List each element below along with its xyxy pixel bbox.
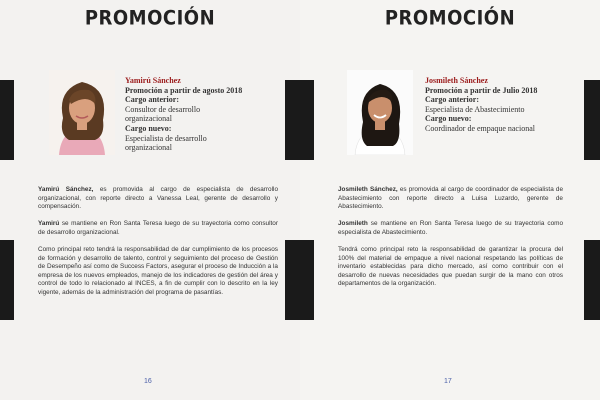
highlight-name: Josmileth xyxy=(338,220,368,228)
previous-role-label: Cargo anterior: xyxy=(425,95,479,105)
side-tab-right-top xyxy=(584,80,600,160)
page-heading-right: PROMOCIÓN xyxy=(384,6,516,31)
paragraph-1 xyxy=(38,186,278,212)
paragraph-3: Como principal reto tendrá la responsabilidad de dar cumplimiento de los procesos de formación y desarrollo de talento, control y seguimiento del proceso de Gestión de Desempeño así como de Success Factors, asegurar el proceso de Inducción a la empresa de los nuevos empleados, manejo de los indicadores de gestión del área y control de todo lo relacionado al INCES, a fin de cumplir con lo descrito en la ley vigente, además de la administración del programa de pasantías. xyxy=(38,245,278,296)
new-role: Coordinador de empaque nacional xyxy=(425,123,535,133)
highlight-name: Yamirú Sánchez, xyxy=(38,186,94,193)
previous-role: Especialista de Abastecimiento xyxy=(425,104,525,114)
page-number-right: 17 xyxy=(444,378,452,385)
highlight-name: Josmileth Sánchez, xyxy=(338,186,398,193)
side-tab-left-bottom xyxy=(0,240,14,320)
highlight-name: Yamirú xyxy=(38,220,60,228)
side-tab-inner-top xyxy=(300,80,314,160)
paragraph-text: se mantiene en Ron Santa Teresa luego de su trayectoria como especialista de Abastecimiento. xyxy=(338,220,563,236)
info-block-right xyxy=(425,76,585,134)
page-17 xyxy=(300,0,600,400)
article-body-left xyxy=(38,186,278,306)
page-heading-left: PROMOCIÓN xyxy=(84,6,216,31)
side-tab-center-bottom xyxy=(285,240,300,320)
promotion-date: Promoción a partir de agosto 2018 xyxy=(125,85,243,95)
info-block-left xyxy=(125,76,285,153)
paragraph-text: es promovida al cargo de coordinador de especialista de Abastecimiento con reporte directo a Luisa Luzardo, gerente de Abastecimiento. xyxy=(338,186,564,211)
paragraph-text: se mantiene en Ron Santa Teresa luego de su trayectoria como consultor de desarrollo organizacional. xyxy=(38,220,278,236)
previous-role: Consultor de desarrollo organizacional xyxy=(125,104,201,124)
page-number-left: 16 xyxy=(144,378,152,385)
new-role: Especialista de desarrollo organizacional xyxy=(125,133,207,153)
side-tab-left-top xyxy=(0,80,14,160)
side-tab-right-bottom xyxy=(584,240,600,320)
previous-role-label: Cargo anterior: xyxy=(125,95,179,105)
portrait-photo-yamiru xyxy=(49,70,115,155)
paragraph-2 xyxy=(38,220,278,237)
promotion-date: Promoción a partir de Julio 2018 xyxy=(425,85,538,95)
employee-name: Yamirú Sánchez xyxy=(125,76,181,85)
portrait-photo-josmileth xyxy=(347,70,413,155)
new-role-label: Cargo nuevo: xyxy=(425,114,472,124)
new-role-label: Cargo nuevo: xyxy=(125,123,172,133)
paragraph-1 xyxy=(338,186,563,212)
paragraph-2 xyxy=(338,220,563,237)
side-tab-inner-bottom xyxy=(300,240,314,320)
article-body-right xyxy=(338,186,563,297)
paragraph-3: Tendrá como principal reto la responsabilidad de garantizar la procura del 100% del material de empaque a nivel nacional respetando las políticas de inventario establecidas para dicho mercado, así como contribuir con el desarrollo de nuevas necesidades que puedan surgir de la mano con otros departamentos de la organización. xyxy=(338,245,563,288)
paragraph-text: es promovida al cargo de especialista de desarrollo organizacional, con reporte directo a Vanessa Leal, gerente de desarrollo y compensación. xyxy=(38,186,278,211)
employee-name: Josmileth Sánchez xyxy=(425,76,488,85)
side-tab-center-top xyxy=(285,80,300,160)
